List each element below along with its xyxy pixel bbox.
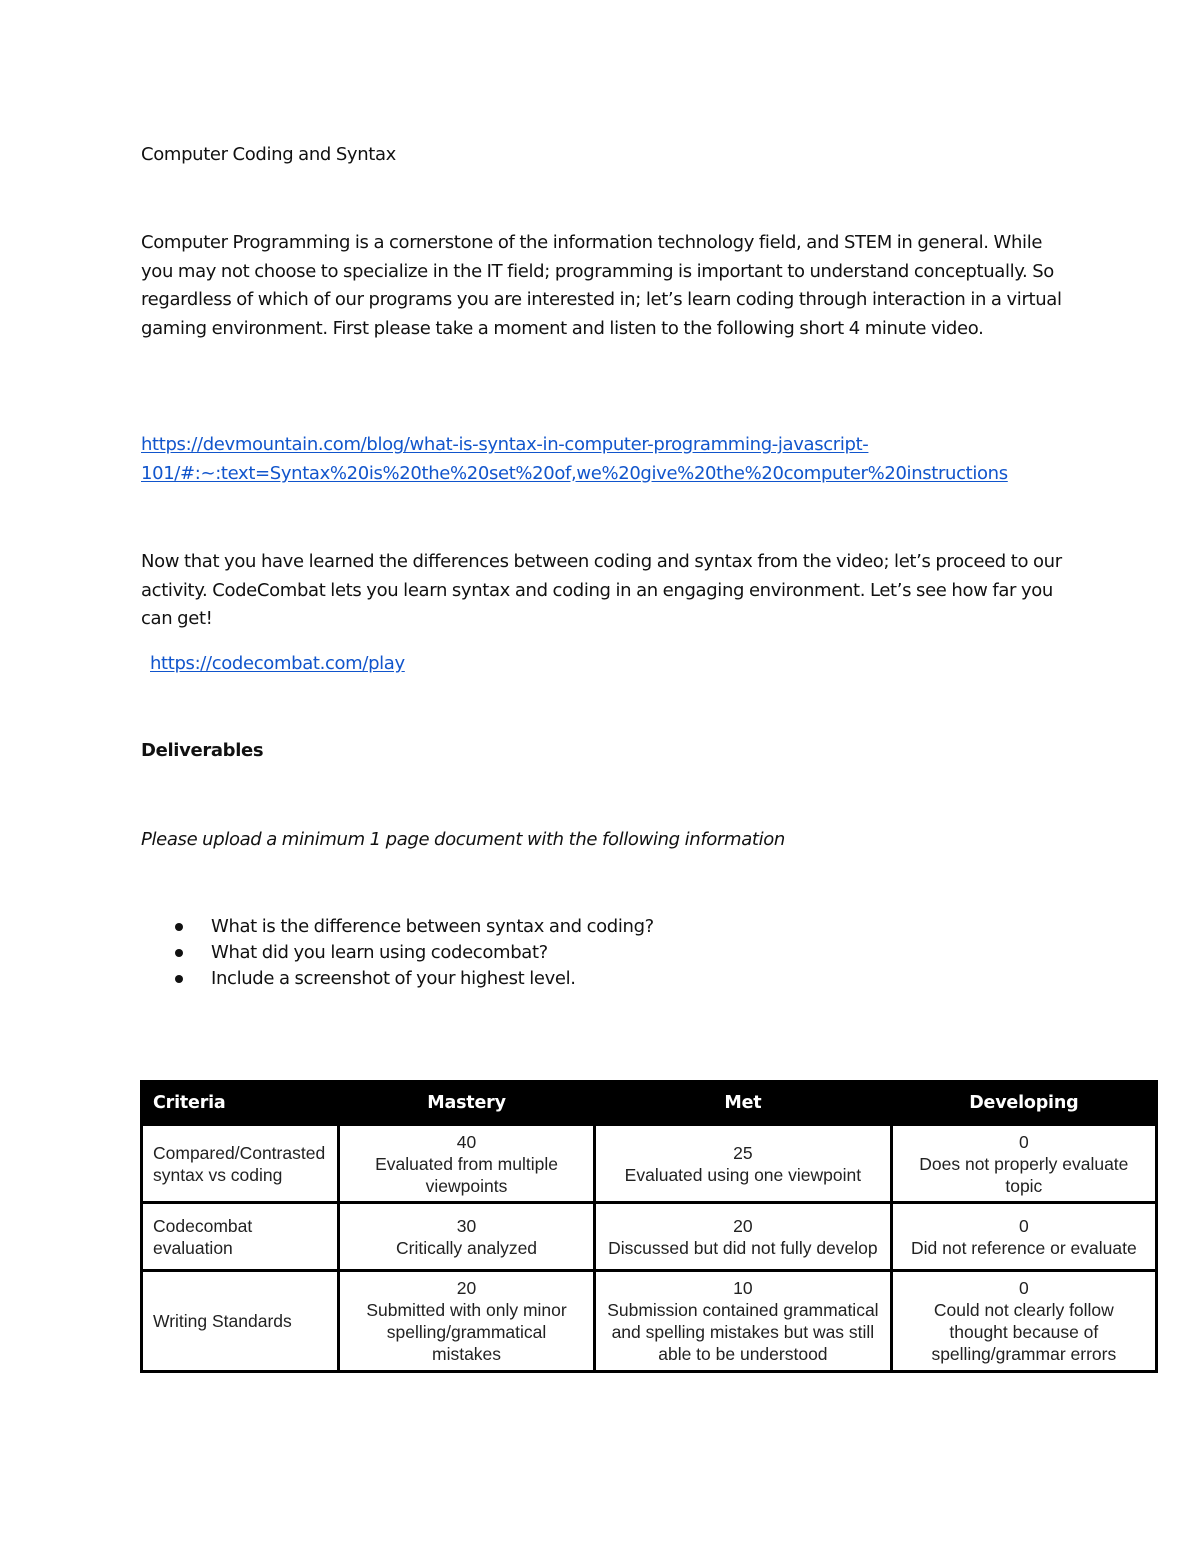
table-row	[142, 1203, 1157, 1271]
met-cell	[595, 1125, 892, 1203]
points-value: 10	[733, 1278, 753, 1298]
list-item-text: What did you learn using codecombat?	[211, 942, 548, 963]
points-value: 30	[456, 1215, 477, 1236]
points-description: Did not reference or evaluate	[910, 1237, 1137, 1258]
list-item	[141, 940, 654, 966]
rubric-table	[140, 1080, 1158, 1373]
rubric-header-row	[142, 1082, 1157, 1125]
developing-cell	[891, 1203, 1156, 1271]
header-criteria: Criteria	[142, 1082, 339, 1125]
met-cell	[595, 1271, 892, 1372]
table-row	[142, 1271, 1157, 1372]
list-item-text: What is the difference between syntax and coding?	[211, 916, 654, 937]
points-value: 0	[1018, 1131, 1029, 1152]
intro-paragraph: Computer Programming is a cornerstone of the information technology field, and STEM in general. While you may not choose to specialize in the IT field; programming is important to understand conceptually. So regardless of which of our programs you are interested in; let’s learn coding through interaction in a virtual gaming environment. First please take a moment and listen to the following short 4 minute video.	[141, 232, 1062, 339]
points-value: 0	[1018, 1215, 1029, 1236]
mastery-cell	[338, 1125, 594, 1203]
points-value: 0	[1018, 1278, 1029, 1298]
header-met: Met	[595, 1082, 892, 1125]
upload-instruction: Please upload a minimum 1 page document with the following information	[141, 829, 785, 850]
video-link-line1[interactable]: https://devmountain.com/blog/what-is-syntax-in-computer-programming-javascript-	[141, 434, 869, 455]
criteria-cell: Writing Standards	[142, 1271, 339, 1372]
points-description: Submission contained grammatical and spelling mistakes but was still able to be understood	[607, 1300, 879, 1364]
bullet-icon	[175, 923, 183, 931]
bullet-icon	[175, 975, 183, 983]
developing-cell	[891, 1125, 1156, 1203]
points-description: Could not clearly follow thought because of spelling/grammar errors	[931, 1300, 1117, 1364]
criteria-cell: Compared/Contrasted syntax vs coding	[142, 1125, 339, 1203]
deliverables-heading: Deliverables	[141, 740, 264, 761]
points-description: Submitted with only minor spelling/grammatical mistakes	[366, 1300, 567, 1364]
mastery-cell	[338, 1271, 594, 1372]
activity-paragraph: Now that you have learned the differences between coding and syntax from the video; let’s proceed to our activity. CodeCombat lets you learn syntax and coding in an engaging environment. Let’s see how far you can get!	[141, 551, 1062, 629]
list-item-text: Include a screenshot of your highest level.	[211, 968, 576, 989]
points-value: 20	[733, 1215, 753, 1236]
header-developing: Developing	[891, 1082, 1156, 1125]
points-description: Does not properly evaluate topic	[919, 1153, 1129, 1196]
points-value: 40	[456, 1131, 477, 1152]
points-description: Evaluated using one viewpoint	[624, 1164, 862, 1185]
header-mastery: Mastery	[338, 1082, 594, 1125]
points-value: 20	[456, 1278, 477, 1298]
points-value: 25	[733, 1142, 753, 1163]
points-description: Critically analyzed	[396, 1237, 538, 1258]
points-description: Discussed but did not fully develop	[608, 1237, 878, 1258]
criteria-cell: Codecombat evaluation	[142, 1203, 339, 1271]
table-row	[142, 1125, 1157, 1203]
points-description: Evaluated from multiple viewpoints	[375, 1153, 558, 1196]
document-title: Computer Coding and Syntax	[141, 144, 396, 165]
list-item	[141, 914, 654, 940]
codecombat-link-wrapper	[150, 650, 405, 679]
video-link-line2[interactable]: 101/#:~:text=Syntax%20is%20the%20set%20of,we%20give%20the%20computer%20instructions	[141, 462, 1008, 484]
deliverables-list	[141, 914, 654, 992]
video-link[interactable]	[141, 431, 1041, 488]
met-cell	[595, 1203, 892, 1271]
bullet-icon	[175, 949, 183, 957]
codecombat-link[interactable]: https://codecombat.com/play	[150, 653, 405, 674]
mastery-cell	[338, 1203, 594, 1271]
developing-cell	[891, 1271, 1156, 1372]
list-item	[141, 966, 654, 992]
